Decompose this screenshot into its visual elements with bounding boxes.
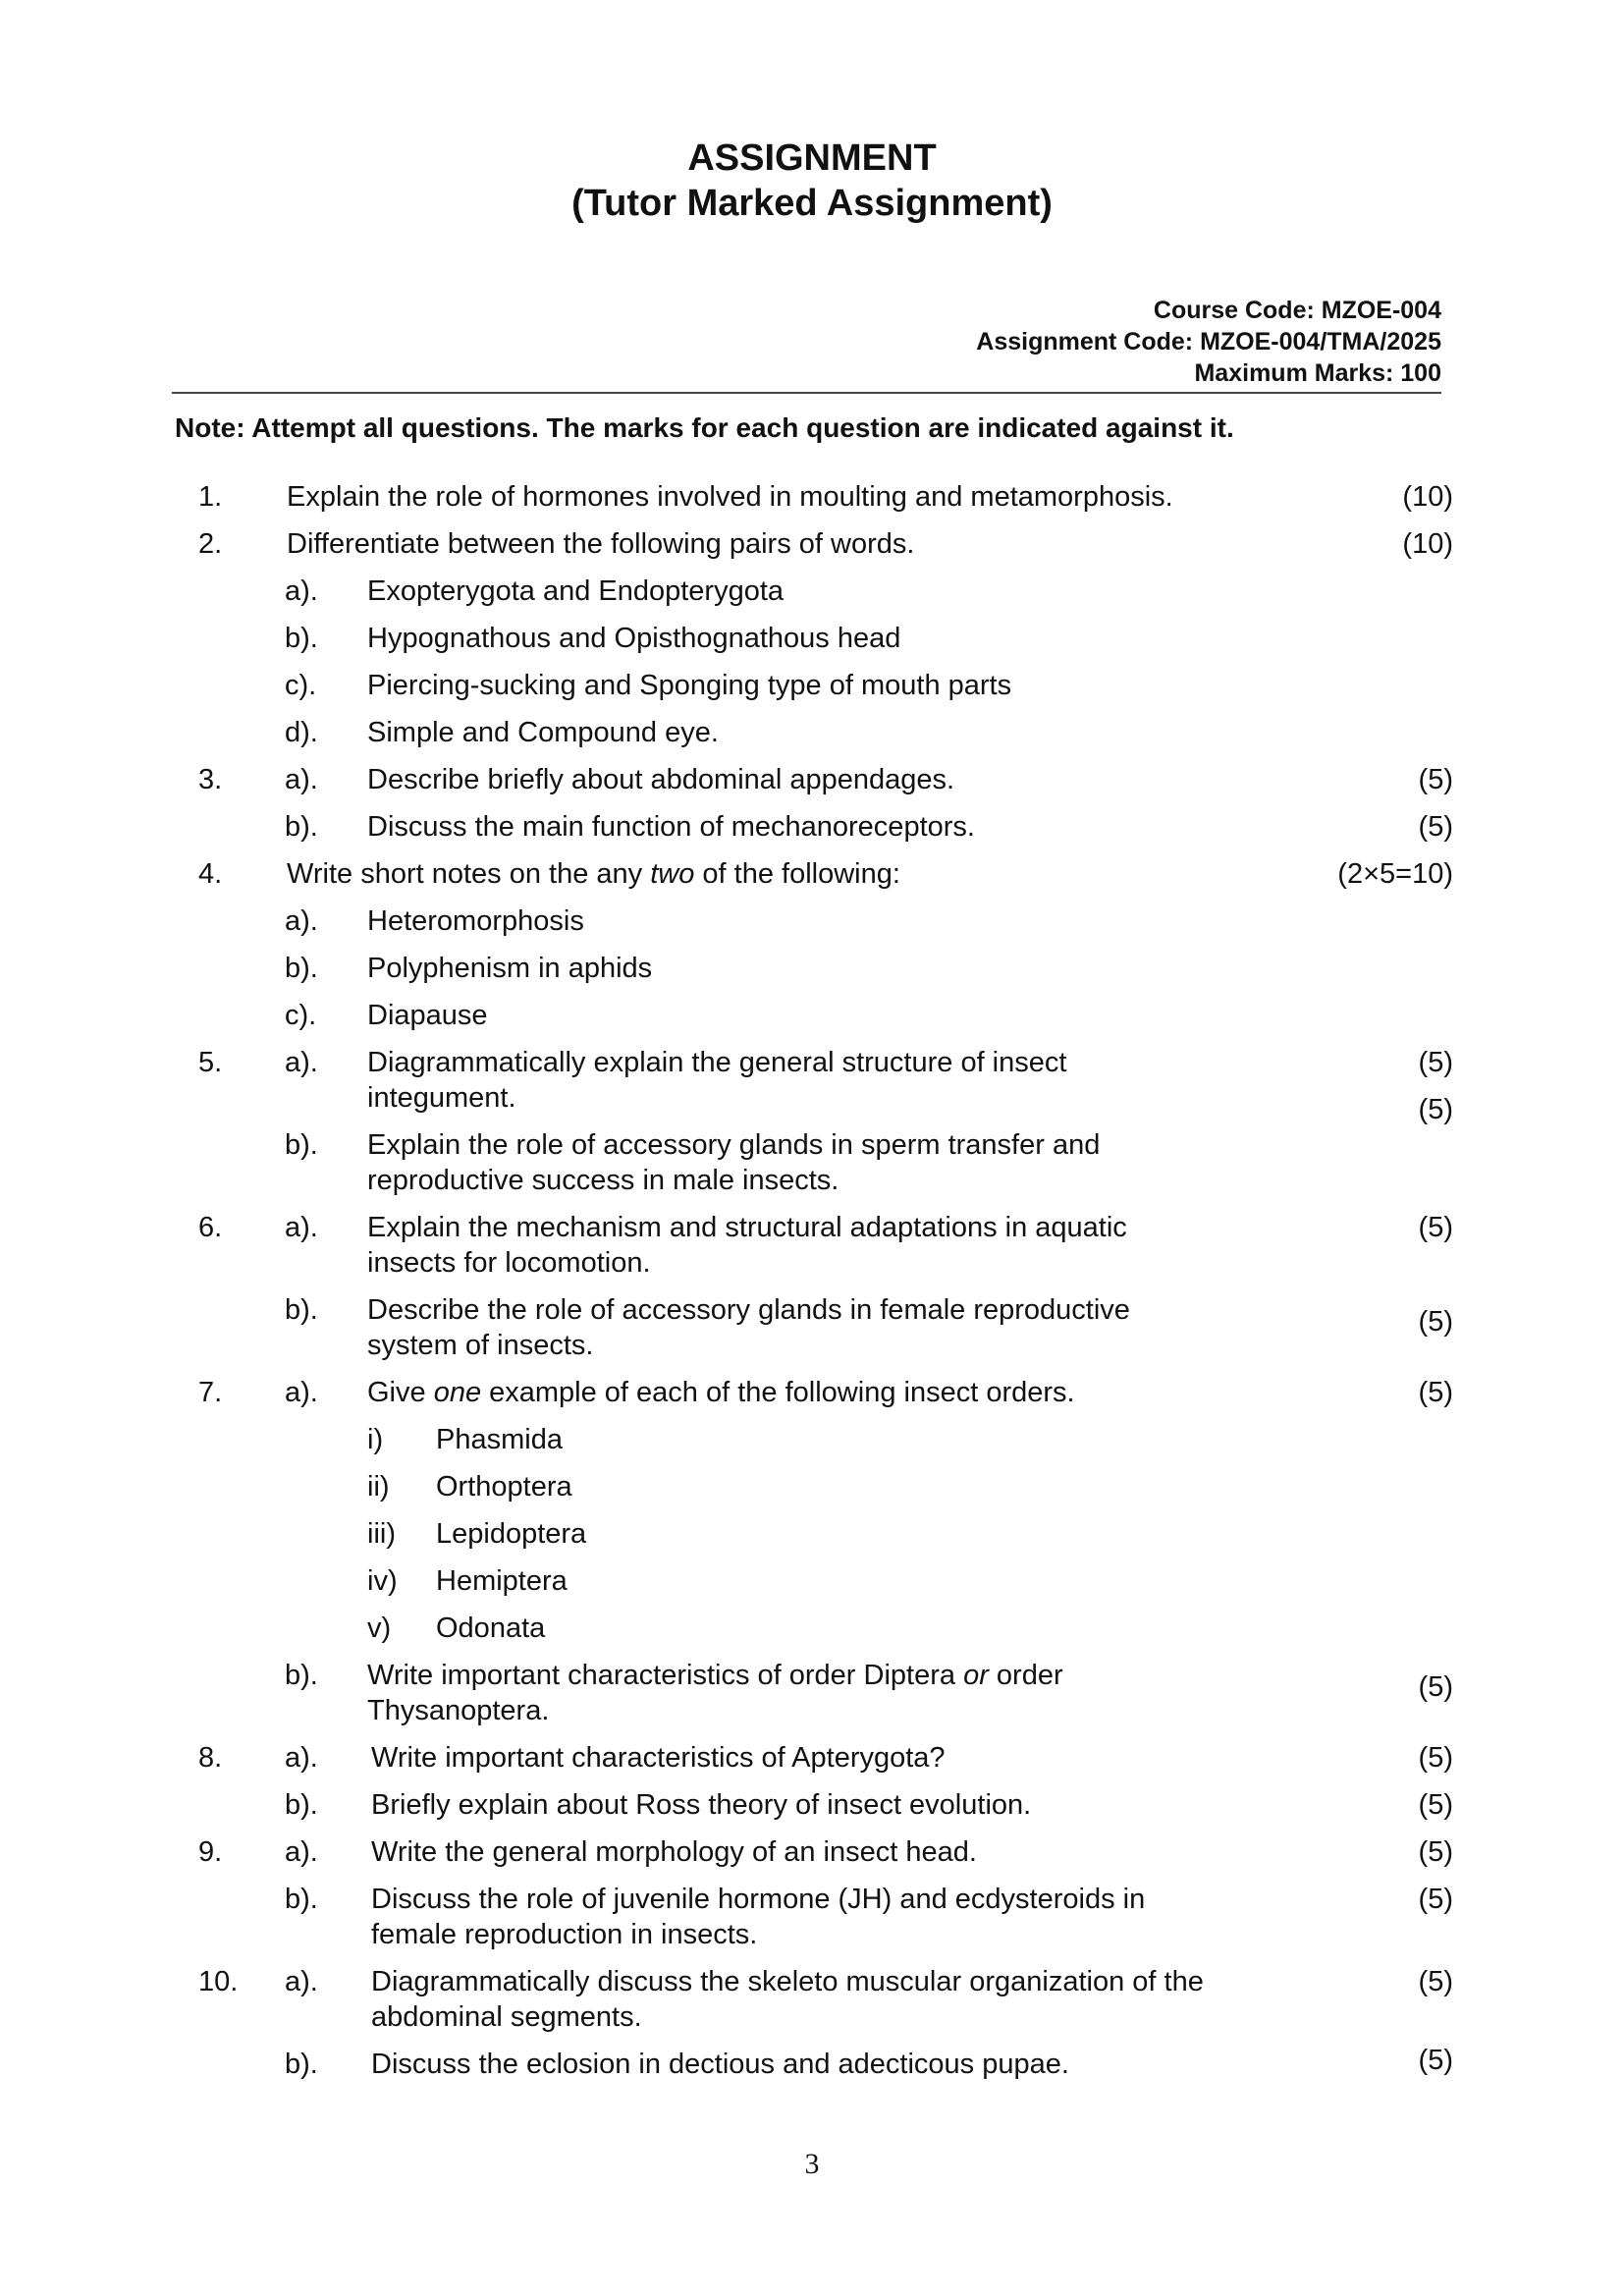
subpart-label: a). bbox=[285, 764, 318, 795]
question-text: Explain the role of hormones involved in moulting and metamorphosis. bbox=[287, 481, 1173, 513]
subpart-text-continued: reproductive success in male insects. bbox=[367, 1165, 839, 1196]
subpart-text: Discuss the main function of mechanoreceptors. bbox=[367, 811, 975, 843]
subpart-text: Write the general morphology of an insect head. bbox=[371, 1836, 977, 1868]
subpart-text: Hypognathous and Opisthognathous head bbox=[367, 623, 901, 654]
insect-order: Lepidoptera bbox=[436, 1518, 587, 1550]
question-number: 4. bbox=[198, 858, 223, 890]
question-marks: (5) bbox=[1418, 1094, 1453, 1125]
subpart-text: Diapause bbox=[367, 1000, 488, 1031]
subpart-label: a). bbox=[285, 1377, 318, 1408]
subpart-text: Write important characteristics of Apterygota? bbox=[371, 1742, 946, 1774]
question-marks: (5) bbox=[1418, 1671, 1453, 1703]
subpart-label: b). bbox=[285, 1129, 318, 1161]
subpart-text: Simple and Compound eye. bbox=[367, 717, 719, 748]
assignment-code: Assignment Code: MZOE-004/TMA/2025 bbox=[976, 328, 1441, 355]
subpart-label: a). bbox=[285, 1212, 318, 1243]
course-code: Course Code: MZOE-004 bbox=[1153, 297, 1441, 324]
subpart-text: Discuss the role of juvenile hormone (JH) and ecdysteroids in bbox=[371, 1884, 1146, 1915]
page-number: 3 bbox=[804, 2148, 820, 2180]
question-marks: (10) bbox=[1402, 481, 1453, 513]
question-marks: (5) bbox=[1418, 1047, 1453, 1078]
subpart-label: a). bbox=[285, 1047, 318, 1078]
subpart-text: Discuss the eclosion in dectious and adecticous pupae. bbox=[371, 2049, 1069, 2080]
subpart-text: Exopterygota and Endopterygota bbox=[367, 575, 785, 607]
question-marks: (2×5=10) bbox=[1337, 858, 1453, 890]
insect-order: Orthoptera bbox=[436, 1471, 572, 1503]
question-marks: (5) bbox=[1418, 764, 1453, 795]
roman-label: i) bbox=[367, 1424, 384, 1455]
subpart-text: Describe the role of accessory glands in female reproductive bbox=[367, 1294, 1130, 1326]
question-text: Differentiate between the following pairs of words. bbox=[287, 528, 915, 560]
subpart-label: d). bbox=[285, 717, 318, 748]
subpart-text: Heteromorphosis bbox=[367, 905, 584, 937]
subpart-text: Give one example of each of the following insect orders. bbox=[367, 1377, 1075, 1408]
insect-order: Phasmida bbox=[436, 1424, 563, 1455]
header-divider bbox=[172, 392, 1441, 394]
question-number: 6. bbox=[198, 1212, 223, 1243]
question-marks: (5) bbox=[1418, 1884, 1453, 1915]
subpart-text-continued: integument. bbox=[367, 1082, 516, 1114]
question-marks: (5) bbox=[1418, 1377, 1453, 1408]
question-number: 9. bbox=[198, 1836, 223, 1868]
question-marks: (5) bbox=[1418, 1836, 1453, 1868]
question-marks: (10) bbox=[1402, 528, 1453, 560]
question-marks: (5) bbox=[1418, 1742, 1453, 1774]
subpart-text: Write important characteristics of order Diptera or order bbox=[367, 1660, 1063, 1691]
subpart-label: a). bbox=[285, 1742, 318, 1774]
maximum-marks: Maximum Marks: 100 bbox=[1194, 359, 1441, 387]
subpart-text-continued: insects for locomotion. bbox=[367, 1247, 651, 1279]
subpart-label: b). bbox=[285, 2049, 318, 2080]
subpart-label: b). bbox=[285, 623, 318, 654]
subpart-text: Piercing-sucking and Sponging type of mouth parts bbox=[367, 670, 1012, 701]
roman-label: iv) bbox=[367, 1565, 398, 1597]
subpart-label: a). bbox=[285, 905, 318, 937]
question-marks: (5) bbox=[1418, 1306, 1453, 1338]
roman-label: v) bbox=[367, 1613, 392, 1644]
question-number: 5. bbox=[198, 1047, 223, 1078]
subpart-label: a). bbox=[285, 575, 318, 607]
question-text: Write short notes on the any two of the following: bbox=[287, 858, 900, 890]
subpart-label: b). bbox=[285, 811, 318, 843]
subpart-text: Explain the mechanism and structural adaptations in aquatic bbox=[367, 1212, 1127, 1243]
subpart-label: c). bbox=[285, 670, 317, 701]
subpart-text-continued: female reproduction in insects. bbox=[371, 1919, 758, 1950]
instructions-note: Note: Attempt all questions. The marks for each question are indicated against it. bbox=[175, 412, 1234, 443]
page-title: ASSIGNMENT bbox=[687, 137, 937, 179]
subpart-text: Diagrammatically discuss the skeleto muscular organization of the bbox=[371, 1966, 1204, 1997]
question-number: 2. bbox=[198, 528, 223, 560]
subpart-text: Polyphenism in aphids bbox=[367, 953, 653, 984]
subpart-text: Explain the role of accessory glands in sperm transfer and bbox=[367, 1129, 1101, 1161]
subpart-text-continued: system of insects. bbox=[367, 1330, 594, 1361]
subpart-label: b). bbox=[285, 1294, 318, 1326]
question-marks: (5) bbox=[1418, 1789, 1453, 1821]
subpart-label: a). bbox=[285, 1966, 318, 1997]
subpart-label: b). bbox=[285, 1660, 318, 1691]
question-marks: (5) bbox=[1418, 811, 1453, 843]
subpart-text-continued: Thysanoptera. bbox=[367, 1695, 550, 1726]
insect-order: Odonata bbox=[436, 1613, 546, 1644]
subpart-label: c). bbox=[285, 1000, 317, 1031]
subpart-label: a). bbox=[285, 1836, 318, 1868]
question-number: 1. bbox=[198, 481, 223, 513]
question-marks: (5) bbox=[1418, 1966, 1453, 1997]
roman-label: ii) bbox=[367, 1471, 390, 1503]
question-marks: (5) bbox=[1418, 2045, 1453, 2076]
question-number: 3. bbox=[198, 764, 223, 795]
roman-label: iii) bbox=[367, 1518, 396, 1550]
question-marks: (5) bbox=[1418, 1212, 1453, 1243]
question-number: 10. bbox=[198, 1966, 239, 1997]
subpart-label: b). bbox=[285, 953, 318, 984]
insect-order: Hemiptera bbox=[436, 1565, 568, 1597]
subpart-label: b). bbox=[285, 1789, 318, 1821]
subpart-label: b). bbox=[285, 1884, 318, 1915]
subpart-text: Describe briefly about abdominal appendages. bbox=[367, 764, 955, 795]
subpart-text: Briefly explain about Ross theory of insect evolution. bbox=[371, 1789, 1032, 1821]
page-subtitle: (Tutor Marked Assignment) bbox=[571, 183, 1053, 224]
question-number: 7. bbox=[198, 1377, 223, 1408]
question-number: 8. bbox=[198, 1742, 223, 1774]
subpart-text-continued: abdominal segments. bbox=[371, 2001, 642, 2033]
subpart-text: Diagrammatically explain the general structure of insect bbox=[367, 1047, 1067, 1078]
